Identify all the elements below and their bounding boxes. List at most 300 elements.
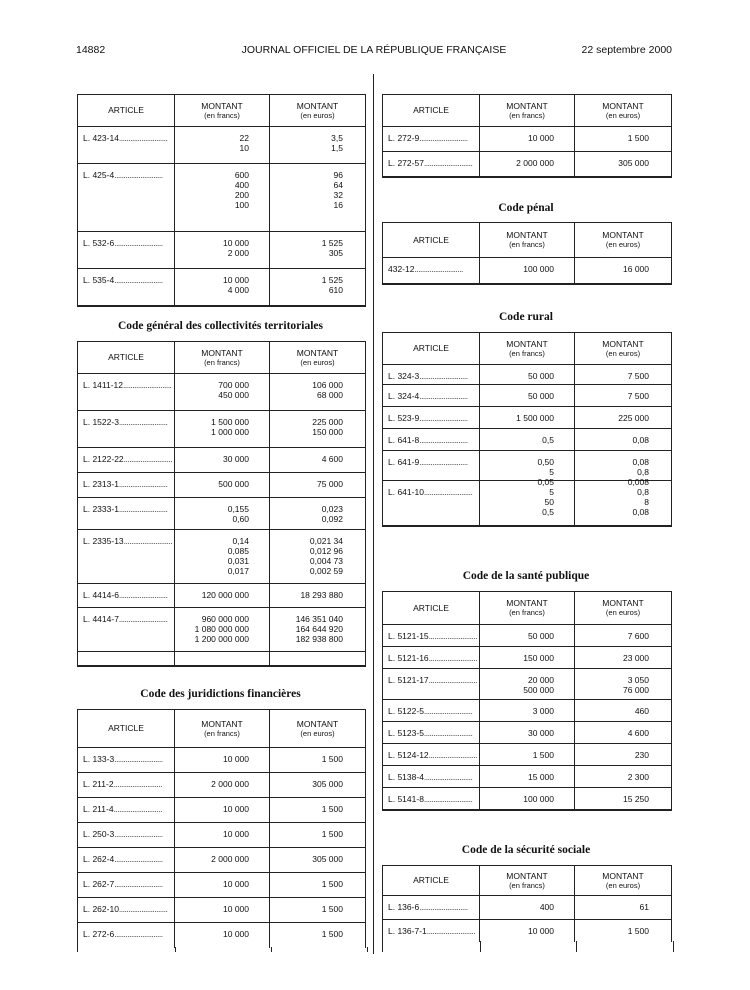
amount-euros: 1 525: [321, 275, 343, 285]
dot-leader: ..........................: [423, 728, 473, 738]
francs-cell: [175, 848, 270, 872]
francs-cell: [480, 647, 575, 668]
article-ref: L. 324-4: [388, 391, 420, 401]
dot-leader: ..........................: [419, 371, 468, 381]
francs-cell: [175, 411, 270, 447]
euros-cell: [270, 898, 365, 922]
dot-leader: ..........................: [419, 413, 468, 423]
amount-euros: 16: [333, 200, 343, 210]
dot-leader: ..........................: [114, 754, 163, 764]
amount-francs: 1 500: [532, 750, 554, 760]
francs-column-header: [480, 333, 575, 364]
article-cell: [383, 722, 480, 743]
francs-cell: [175, 530, 270, 583]
table-row: [383, 365, 671, 385]
article-ref: L. 272-9: [388, 133, 420, 143]
dot-leader: ..........................: [118, 590, 168, 600]
currency-label: (en francs): [509, 608, 545, 617]
column-label: MONTANT: [506, 870, 548, 881]
table-row: [383, 451, 671, 487]
column-label: ARTICLE: [413, 343, 449, 353]
column-rule-continuation: [175, 947, 176, 952]
amount-euros: 1 525: [321, 238, 343, 248]
francs-cell: [175, 498, 270, 529]
amount-euros: 1 500: [321, 804, 343, 814]
column-label: ARTICLE: [413, 105, 449, 115]
table-row: [383, 429, 671, 451]
amount-euros: 3 050: [627, 675, 649, 685]
article-ref: L. 5138-4: [388, 772, 424, 782]
amount-francs: 4 000: [227, 285, 249, 295]
amount-euros: 225 000: [618, 413, 649, 423]
article-cell: [78, 530, 175, 583]
euros-cell: [575, 258, 671, 283]
euros-cell: [575, 766, 671, 787]
amount-francs: 1 200 000 000: [194, 634, 249, 644]
euros-cell: [575, 152, 671, 176]
currency-label: (en euros): [605, 348, 641, 358]
amount-francs: 1 080 000 000: [194, 624, 249, 634]
article-ref: L. 4414-7: [83, 614, 119, 624]
table-header-row: [383, 223, 671, 258]
table-header-row: [383, 333, 671, 365]
francs-cell: [175, 473, 270, 497]
amount-francs: 0,085: [227, 546, 249, 556]
dot-leader: ..........................: [428, 750, 478, 760]
column-label: ARTICLE: [108, 105, 144, 115]
amount-euros: 305 000: [312, 854, 343, 864]
article-cell: [383, 365, 480, 384]
article-ref: L. 5123-5: [388, 728, 424, 738]
euros-cell: [270, 498, 365, 529]
euros-cell: [270, 608, 365, 651]
euros-cell: [575, 744, 671, 765]
publication-date: 22 septembre 2000: [581, 44, 672, 56]
table-row-padding: [78, 652, 365, 666]
amount-euros: 0,8: [637, 487, 649, 497]
article-ref: L. 5141-8: [388, 794, 424, 804]
amount-euros: 68 000: [317, 390, 343, 400]
amount-euros: 146 351 040: [295, 614, 343, 624]
amount-francs: 22: [239, 133, 249, 143]
amount-euros: 4 600: [627, 728, 649, 738]
table-row: [78, 848, 365, 873]
dot-leader: ..........................: [423, 794, 473, 804]
amount-euros: 96: [333, 170, 343, 180]
euros-cell: [575, 625, 671, 646]
article-column-header: [78, 342, 175, 373]
euros-cell: [270, 873, 365, 897]
amount-euros: 8: [644, 497, 649, 507]
amount-euros: 18 293 880: [300, 590, 343, 600]
dot-leader: ..........................: [419, 457, 468, 467]
dot-leader: ..........................: [118, 133, 168, 143]
amount-euros: 106 000: [312, 380, 343, 390]
article-cell: [383, 920, 480, 942]
amount-euros: 7 500: [627, 371, 649, 381]
article-cell: [383, 407, 480, 428]
article-ref: L. 250-3: [83, 829, 115, 839]
francs-cell: [480, 896, 575, 919]
article-column-header: [78, 95, 175, 126]
dot-leader: ..........................: [123, 380, 172, 390]
amount-francs: 50 000: [528, 391, 554, 401]
article-ref: L. 2313-1: [83, 479, 119, 489]
amount-francs: 10 000: [223, 829, 249, 839]
article-cell: [383, 766, 480, 787]
currency-label: (en euros): [605, 240, 641, 249]
left-table-0: [77, 94, 366, 307]
currency-label: (en euros): [605, 880, 641, 890]
article-ref: L. 211-2: [83, 779, 114, 789]
francs-cell: [480, 481, 575, 525]
amount-francs: 0,05: [537, 477, 554, 487]
article-ref: L. 136-7-1: [388, 926, 427, 936]
table-row: [383, 625, 671, 647]
section-title: Code pénal: [498, 202, 554, 214]
dot-leader: ..........................: [114, 929, 163, 939]
francs-cell: [480, 365, 575, 384]
table-row: [78, 608, 365, 652]
table-row: [78, 530, 365, 584]
euros-cell: [270, 798, 365, 822]
euros-cell: [575, 722, 671, 743]
table-row: [78, 127, 365, 164]
francs-cell: [480, 451, 575, 487]
currency-label: (en francs): [204, 110, 240, 120]
article-cell: [78, 798, 175, 822]
article-cell: [383, 127, 480, 151]
euros-cell: [270, 473, 365, 497]
amount-francs: 120 000 000: [201, 590, 249, 600]
right-table-0: [382, 94, 672, 178]
dot-leader: ..........................: [114, 829, 163, 839]
dot-leader: ..........................: [419, 902, 468, 912]
column-label: MONTANT: [506, 338, 548, 349]
euros-cell: [270, 848, 365, 872]
article-cell: [383, 647, 480, 668]
column-rule-continuation: [480, 941, 481, 952]
euros-cell: [575, 700, 671, 721]
amount-euros: 23 000: [623, 653, 649, 663]
francs-cell: [480, 152, 575, 176]
article-ref: L. 133-3: [83, 754, 115, 764]
dot-leader: ..........................: [113, 804, 162, 814]
article-cell: [78, 232, 175, 268]
amount-francs: 10: [239, 143, 249, 153]
column-label: ARTICLE: [108, 352, 144, 362]
euros-cell: [575, 788, 671, 809]
euros-column-header: [575, 223, 671, 257]
table-row: [383, 481, 671, 526]
column-rule-continuation: [382, 941, 383, 952]
amount-euros: 3,5: [331, 133, 343, 143]
euros-cell: [270, 773, 365, 797]
amount-francs: 5: [549, 487, 554, 497]
amount-francs: 3 000: [532, 706, 554, 716]
amount-euros: 0,008: [627, 477, 649, 487]
francs-cell: [480, 700, 575, 721]
article-ref: L. 5121-15: [388, 631, 429, 641]
dot-leader: ..........................: [118, 417, 168, 427]
francs-cell: [175, 374, 270, 410]
table-header-row: [383, 95, 671, 127]
euros-cell: [270, 530, 365, 583]
table-row: [383, 407, 671, 429]
section-title: Code de la sécurité sociale: [461, 844, 591, 856]
article-column-header: [383, 333, 480, 364]
article-ref: L. 5122-5: [388, 706, 424, 716]
amount-euros: 64: [333, 180, 343, 190]
table-row: [383, 385, 671, 407]
dot-leader: ..........................: [123, 454, 173, 464]
francs-cell: [175, 923, 270, 948]
francs-cell: [175, 608, 270, 651]
euros-column-header: [575, 95, 671, 126]
francs-cell: [480, 429, 575, 450]
amount-euros: 76 000: [623, 685, 649, 695]
euros-column-header: [575, 866, 671, 895]
column-label: MONTANT: [602, 230, 644, 240]
amount-francs: 50 000: [528, 371, 554, 381]
amount-euros: 305 000: [618, 158, 649, 168]
article-column-header: [383, 866, 480, 895]
article-cell: [78, 374, 175, 410]
table-header-row: [78, 342, 365, 374]
euros-cell: [270, 374, 365, 410]
dot-leader: ..........................: [118, 504, 168, 514]
francs-cell: [480, 766, 575, 787]
amount-francs: 10 000: [223, 879, 249, 889]
amount-francs: 2 000 000: [211, 854, 249, 864]
amount-francs: 0,5: [542, 507, 554, 517]
article-ref: L. 523-9: [388, 413, 420, 423]
article-ref: L. 423-14: [83, 133, 119, 143]
amount-francs: 2 000: [227, 248, 249, 258]
currency-label: (en euros): [605, 110, 641, 120]
left-table-1: [77, 341, 366, 667]
dot-leader: ..........................: [423, 158, 473, 168]
page-header: [76, 44, 672, 58]
amount-euros: 182 938 800: [295, 634, 343, 644]
column-rule-continuation: [271, 947, 272, 952]
article-cell: [78, 848, 175, 872]
article-cell: [78, 873, 175, 897]
amount-francs: 100 000: [523, 264, 554, 274]
column-label: MONTANT: [602, 100, 644, 111]
francs-cell: [175, 773, 270, 797]
francs-cell: [175, 873, 270, 897]
table-header-row: [78, 95, 365, 127]
currency-label: (en francs): [509, 348, 545, 358]
dot-leader: ..........................: [118, 479, 168, 489]
amount-euros: 1 500: [321, 904, 343, 914]
amount-euros: 7 500: [627, 391, 649, 401]
left-table-2: [77, 709, 366, 948]
amount-francs: 600: [234, 170, 249, 180]
dot-leader: ..........................: [423, 706, 473, 716]
article-cell: [78, 269, 175, 305]
article-ref: L. 5121-16: [388, 653, 429, 663]
table-header-row: [78, 710, 365, 748]
currency-label: (en francs): [204, 357, 240, 367]
francs-column-header: [175, 95, 270, 126]
empty-cell: [270, 652, 365, 665]
column-rule-continuation: [367, 947, 368, 952]
table-row: [78, 374, 365, 411]
table-row: [383, 127, 671, 152]
francs-cell: [175, 164, 270, 231]
amount-francs: 50: [544, 497, 554, 507]
currency-label: (en euros): [300, 357, 335, 367]
article-cell: [78, 584, 175, 607]
table-row: [383, 152, 671, 177]
table-row: [78, 448, 365, 473]
table-row: [78, 748, 365, 773]
amount-euros: 61: [639, 902, 649, 912]
dot-leader: ..........................: [419, 435, 468, 445]
column-label: MONTANT: [201, 100, 243, 111]
dot-leader: ..........................: [118, 614, 168, 624]
article-cell: [78, 608, 175, 651]
table-row: [383, 766, 671, 788]
amount-francs: 10 000: [223, 238, 249, 248]
column-label: ARTICLE: [413, 234, 449, 245]
amount-francs: 1 000 000: [211, 427, 249, 437]
amount-euros: 230: [634, 750, 649, 760]
amount-francs: 500 000: [218, 479, 249, 489]
table-row: [383, 896, 671, 920]
article-ref: L. 2335-13: [83, 536, 124, 546]
article-ref: L. 2333-1: [83, 504, 119, 514]
amount-francs: 10 000: [223, 804, 249, 814]
amount-francs: 10 000: [223, 275, 249, 285]
euros-cell: [270, 232, 365, 268]
euros-cell: [575, 429, 671, 450]
amount-francs: 960 000 000: [201, 614, 249, 624]
euros-cell: [270, 823, 365, 847]
column-label: MONTANT: [506, 598, 548, 608]
amount-euros: 0,092: [321, 514, 343, 524]
column-label: MONTANT: [296, 100, 339, 111]
column-label: MONTANT: [201, 718, 243, 729]
amount-euros: 610: [328, 285, 343, 295]
francs-cell: [175, 798, 270, 822]
amount-francs: 0,5: [542, 435, 554, 445]
amount-euros: 2 300: [627, 772, 649, 782]
article-ref: L. 324-3: [388, 371, 420, 381]
article-ref: L. 262-4: [83, 854, 115, 864]
francs-cell: [480, 920, 575, 942]
euros-cell: [270, 164, 365, 231]
euros-cell: [575, 127, 671, 151]
amount-francs: 1 500 000: [211, 417, 249, 427]
article-cell: [78, 748, 175, 772]
euros-column-header: [575, 333, 671, 364]
euros-cell: [575, 647, 671, 668]
francs-cell: [480, 407, 575, 428]
article-cell: [383, 429, 480, 450]
table-row: [383, 788, 671, 810]
empty-cell: [175, 652, 270, 665]
article-cell: [78, 411, 175, 447]
dot-leader: ..........................: [414, 264, 463, 274]
amount-francs: 150 000: [523, 653, 554, 663]
amount-francs: 20 000: [528, 675, 554, 685]
table-row: [383, 258, 671, 284]
amount-euros: 75 000: [317, 479, 343, 489]
francs-cell: [480, 722, 575, 743]
amount-francs: 30 000: [528, 728, 554, 738]
euros-column-header: [270, 710, 365, 747]
amount-euros: 1,5: [331, 143, 343, 153]
article-cell: [383, 788, 480, 809]
amount-euros: 460: [634, 706, 649, 716]
francs-cell: [480, 625, 575, 646]
francs-column-header: [480, 95, 575, 126]
amount-francs: 10 000: [528, 133, 554, 143]
article-ref: L. 136-6: [388, 902, 420, 912]
amount-francs: 700 000: [218, 380, 249, 390]
article-cell: [78, 473, 175, 497]
page-number: 14882: [76, 44, 106, 56]
amount-euros: 305: [328, 248, 343, 258]
euros-cell: [575, 896, 671, 919]
amount-euros: 0,08: [632, 435, 649, 445]
table-row: [383, 700, 671, 722]
article-cell: [383, 258, 480, 283]
dot-leader: ..........................: [118, 904, 168, 914]
amount-euros: 0,004 73: [309, 556, 343, 566]
table-header-row: [383, 592, 671, 625]
amount-euros: 32: [333, 190, 343, 200]
amount-euros: 0,08: [632, 457, 649, 467]
amount-francs: 15 000: [528, 772, 554, 782]
euros-column-header: [575, 592, 671, 624]
dot-leader: ..........................: [114, 854, 163, 864]
currency-label: (en francs): [509, 880, 545, 890]
euros-cell: [270, 448, 365, 472]
journal-title: JOURNAL OFFICIEL DE LA RÉPUBLIQUE FRANÇAISE: [241, 44, 507, 56]
francs-cell: [175, 898, 270, 922]
dot-leader: ..........................: [423, 487, 473, 497]
francs-cell: [175, 748, 270, 772]
article-ref: L. 1522-3: [83, 417, 119, 427]
currency-label: (en francs): [509, 240, 545, 249]
article-ref: 432-12: [388, 264, 415, 274]
article-cell: [383, 700, 480, 721]
dot-leader: ..........................: [426, 926, 476, 936]
column-label: MONTANT: [602, 598, 644, 608]
euros-cell: [270, 584, 365, 607]
amount-francs: 1 500 000: [516, 413, 554, 423]
article-ref: L. 5121-17: [388, 675, 429, 685]
table-row: [383, 647, 671, 669]
euros-cell: [575, 385, 671, 406]
article-cell: [78, 923, 175, 948]
dot-leader: ..........................: [423, 772, 473, 782]
section-title: Code rural: [499, 311, 553, 323]
amount-euros: 15 250: [623, 794, 649, 804]
amount-euros: 1 500: [321, 929, 343, 939]
amount-francs: 5: [549, 467, 554, 477]
amount-francs: 100 000: [523, 794, 554, 804]
dot-leader: ..........................: [419, 391, 468, 401]
article-ref: L. 1411-12: [83, 380, 124, 390]
article-ref: L. 641-9: [388, 457, 420, 467]
amount-euros: 0,012 96: [309, 546, 343, 556]
amount-francs: 0,017: [227, 566, 249, 576]
